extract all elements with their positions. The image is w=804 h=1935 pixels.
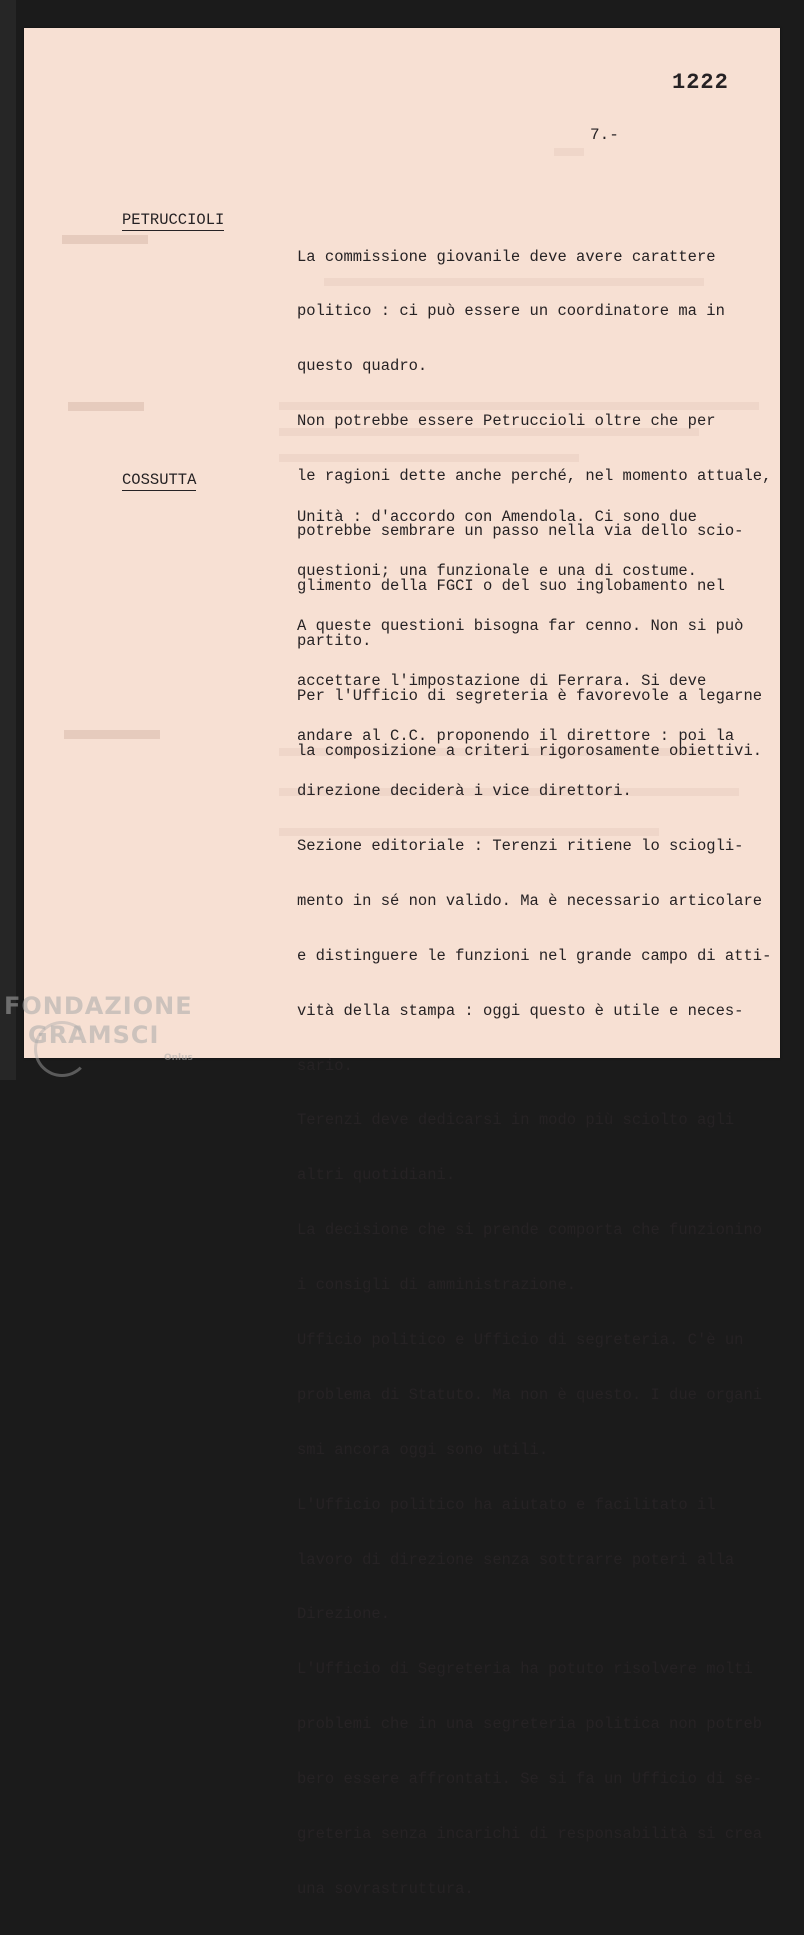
speech-line: i consigli di amministrazione.	[297, 1276, 577, 1295]
page-number: 1222	[672, 70, 729, 95]
speech-line: bero essere affrontati. Se si fa un Ufficio di se-	[297, 1770, 763, 1789]
speech-line: L'Ufficio di Segreteria ha potuto risolvere molti	[297, 1660, 753, 1679]
speech-cossutta	[297, 471, 777, 1935]
speech-line: Sezione editoriale : Terenzi ritiene lo sciogli-	[297, 836, 744, 855]
typed-page	[24, 28, 780, 1898]
speech-line: greteria senza incarichi di responsabilità si crea	[297, 1824, 763, 1843]
speech-line: vità della stampa : oggi questo è utile e neces-	[297, 1001, 744, 1020]
speech-line: altri quotidiani.	[297, 1166, 456, 1185]
speech-line: la composizione a criteri rigorosamente obiettivi.	[297, 741, 763, 760]
speech-line: questo quadro.	[297, 357, 428, 376]
speech-line: lavoro di direzione senza sottrarre poteri alla	[297, 1550, 735, 1569]
speech-line: politico : ci può essere un coordinatore ma in	[297, 302, 725, 321]
speech-line: La commissione giovanile deve avere carattere	[297, 247, 716, 266]
watermark-g-logo-icon	[34, 1021, 90, 1077]
speech-line: direzione deciderà i vice direttori.	[297, 782, 632, 801]
speaker-petruccioli: PETRUCCIOLI	[122, 211, 225, 229]
speech-line: Direzione.	[297, 1605, 391, 1624]
speech-line: Terenzi deve dedicarsi in modo più sciolto agli	[297, 1111, 735, 1130]
speech-line: e distinguere le funzioni nel grande campo di atti-	[297, 946, 772, 965]
speech-line: le ragioni dette anche perché, nel momento attuale,	[297, 467, 772, 486]
speech-line: andare al C.C. proponendo il direttore : poi la	[297, 727, 735, 746]
speech-line: smi ancora oggi sono utili.	[297, 1440, 549, 1459]
watermark-small: Onlus	[164, 1053, 193, 1063]
speech-line: Non potrebbe essere Petruccioli oltre che per	[297, 412, 716, 431]
speech-line: una sovrastruttura.	[297, 1879, 474, 1898]
speech-line: partito.	[297, 631, 372, 650]
speech-line: questioni; una funzionale e una di costume.	[297, 562, 697, 581]
speech-line: glimento della FGCI o del suo inglobamento nel	[297, 576, 725, 595]
speech-line: potrebbe sembrare un passo nella via dello scio-	[297, 522, 744, 541]
speech-line: Ufficio politico e Ufficio di segreteria. C'è un	[297, 1330, 744, 1349]
speech-line: A queste questioni bisogna far cenno. Non si può	[297, 617, 744, 636]
speech-line: problemi che in una segreteria politica non potreb	[297, 1715, 763, 1734]
speech-line: La decisione che si prende comporta che funzionino	[297, 1221, 763, 1240]
speech-line: mento in sé non valido. Ma è necessario articolare	[297, 891, 763, 910]
speech-line: sario.	[297, 1056, 353, 1075]
fondazione-gramsci-watermark	[4, 992, 193, 1063]
watermark-line1: FONDAZIONE	[4, 992, 193, 1020]
binding-edge	[0, 0, 16, 1080]
speaker-cossutta: COSSUTTA	[122, 471, 197, 489]
speech-line: L'Ufficio politico ha aiutato e facilitato il	[297, 1495, 716, 1514]
speech-line: Per l'Ufficio di segreteria è favorevole a legarne	[297, 686, 763, 705]
speech-line: Unità : d'accordo con Amendola. Ci sono due	[297, 507, 697, 526]
speech-line: accettare l'impostazione di Ferrara. Si deve	[297, 672, 707, 691]
speech-line: problema di Statuto. Ma non è questo. I due organi	[297, 1385, 763, 1404]
section-number: 7.-	[590, 126, 619, 144]
watermark-line2-text: GRAMSCI	[28, 1021, 160, 1049]
